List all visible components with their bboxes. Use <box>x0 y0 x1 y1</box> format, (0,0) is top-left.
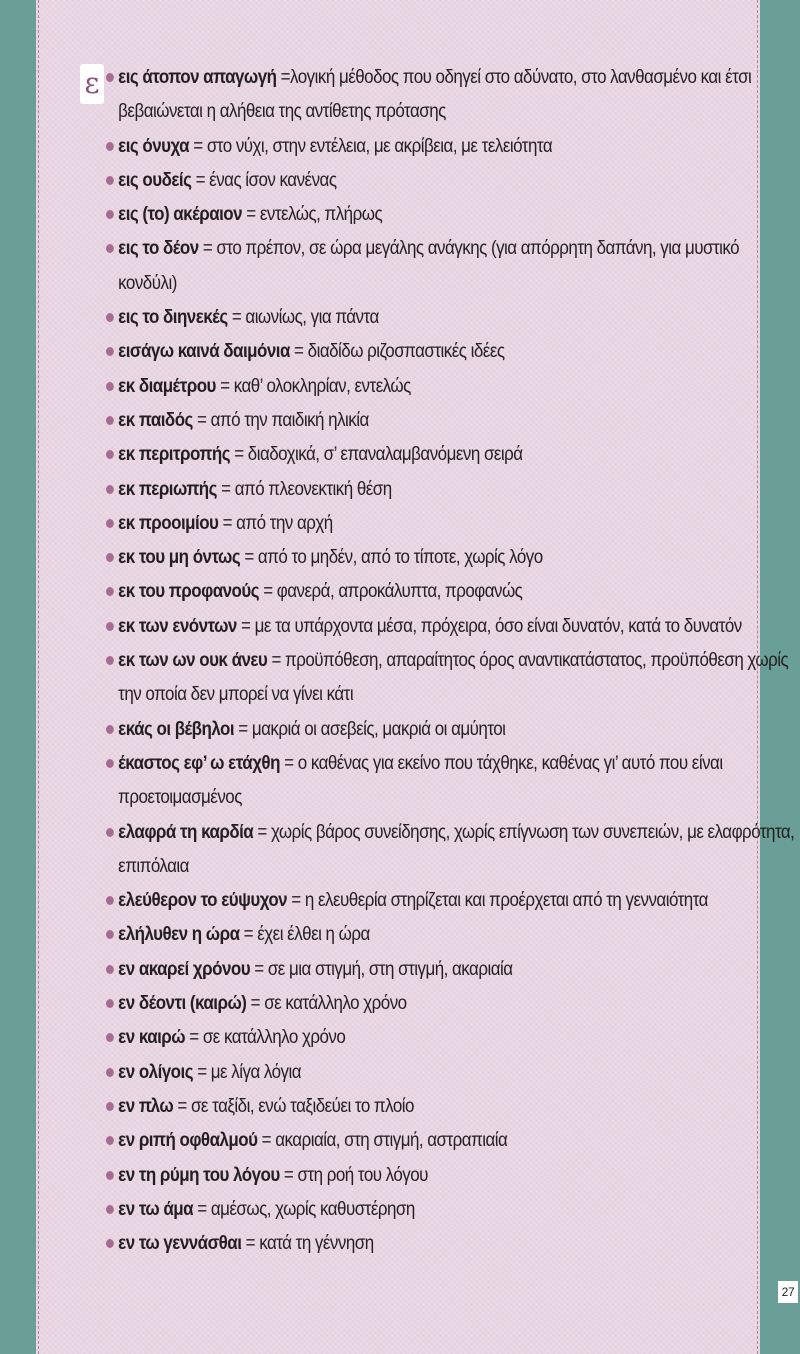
entry-separator: = <box>173 1094 191 1117</box>
entry-term: εκ των ων ουκ άνευ <box>118 649 268 672</box>
entry-separator: = <box>218 511 237 534</box>
entry-definition: μακριά οι ασεβείς, μακριά οι αμύητοι <box>251 717 506 740</box>
entry-definition: από την αρχή <box>236 511 333 534</box>
entry-term: εν πλω <box>118 1094 174 1117</box>
entry-separator: = <box>276 66 291 88</box>
glossary-entry <box>106 746 797 815</box>
entry-definition: αιωνίως, για πάντα <box>245 306 379 329</box>
entry-term: εν τη ρύμη του λόγου <box>118 1163 280 1186</box>
entry-definition: ένας ίσον κανένας <box>209 168 337 191</box>
entry-definition: ακαριαία, στη στιγμή, αστραπιαία <box>275 1129 508 1152</box>
glossary-entry <box>106 643 797 712</box>
entry-definition: στη ροή του λόγου <box>297 1163 428 1186</box>
glossary-entry <box>106 883 797 917</box>
entry-separator: = <box>234 717 252 740</box>
entry-term: ελεύθερον το εύψυχον <box>118 889 288 912</box>
glossary-entry <box>106 300 797 334</box>
entry-definition: κατά τη γέννηση <box>259 1232 374 1255</box>
bullet-icon <box>106 999 114 1008</box>
entry-separator: = <box>250 957 268 980</box>
entry-definition: φανερά, απροκάλυπτα, προφανώς <box>276 580 523 603</box>
glossary-entry <box>106 952 797 986</box>
bullet-icon <box>106 587 114 596</box>
bullet-icon <box>106 1102 114 1111</box>
glossary-entry <box>106 609 797 643</box>
entry-term: εν ριπή οφθαλμού <box>118 1129 258 1152</box>
bullet-icon <box>106 73 114 82</box>
entry-separator: = <box>215 374 234 397</box>
bullet-icon <box>106 965 114 974</box>
glossary-entry <box>106 129 797 163</box>
bullet-icon <box>106 759 114 768</box>
entry-separator: = <box>216 477 235 500</box>
entry-definition: από την παιδική ηλικία <box>210 408 369 431</box>
glossary-entry <box>106 506 797 540</box>
glossary-entry <box>106 540 797 574</box>
entry-separator: = <box>193 1197 211 1220</box>
glossary-entry <box>106 1123 797 1157</box>
entry-separator: = <box>253 820 272 843</box>
bullet-icon <box>106 1068 114 1077</box>
glossary-entry <box>106 472 797 506</box>
page-number: 27 <box>778 1281 798 1303</box>
bullet-icon <box>106 1205 114 1214</box>
entry-separator: = <box>230 443 248 466</box>
entry-term: ελήλυθεν η ώρα <box>118 923 240 946</box>
entry-definition: με λίγα λόγια <box>210 1060 302 1083</box>
entry-term: εκ προοιμίου <box>118 511 219 534</box>
entry-term: εις άτοπον απαγωγή <box>118 66 277 88</box>
entry-definition: σε κατάλληλο χρόνο <box>202 1026 346 1049</box>
glossary-entry <box>106 712 797 746</box>
entry-term: εν ακαρεί χρόνου <box>118 957 251 980</box>
entry-separator: = <box>242 203 260 226</box>
entry-definition: έχει έλθει η ώρα <box>257 923 370 946</box>
bullet-icon <box>106 450 114 459</box>
bullet-icon <box>106 553 114 562</box>
entry-separator: = <box>246 992 265 1015</box>
entry-term: εις το διηνεκές <box>118 306 228 329</box>
glossary-entry <box>106 815 797 884</box>
entry-separator: = <box>257 1129 276 1152</box>
entry-separator: = <box>279 751 298 774</box>
glossary-entry <box>106 1089 797 1123</box>
entry-separator: = <box>287 889 305 912</box>
glossary-entry <box>106 917 797 951</box>
glossary-entry <box>106 574 797 608</box>
bullet-icon <box>106 622 114 631</box>
bullet-icon <box>106 416 114 425</box>
bullet-icon <box>106 142 114 151</box>
glossary-entry <box>106 369 797 403</box>
bullet-icon <box>106 1136 114 1145</box>
entry-separator: = <box>241 1232 260 1255</box>
entry-definition: από το μηδέν, από το τίποτε, χωρίς λόγο <box>257 546 543 569</box>
entry-term: εν ολίγοις <box>118 1060 194 1083</box>
entry-term: εκ περιτροπής <box>118 443 231 466</box>
entry-definition: με τα υπάρχοντα μέσα, πρόχειρα, όσο είναι δυνατόν, κατά το δυνατόν <box>254 614 742 637</box>
entry-term: εν τω γεννάσθαι <box>118 1232 242 1255</box>
entry-separator: = <box>193 1060 211 1083</box>
entry-definition: διαδίδω ριζοσπαστικές ιδέες <box>307 340 505 363</box>
bullet-icon <box>106 382 114 391</box>
entry-term: εκ παιδός <box>118 408 193 431</box>
glossary-entry <box>106 1192 797 1226</box>
entry-definition: στο νύχι, στην εντέλεια, με ακρίβεια, με τελειότητα <box>206 134 553 157</box>
bullet-icon <box>106 656 114 665</box>
entry-definition: σε κατάλληλο χρόνο <box>264 992 407 1015</box>
entry-term: εις ουδείς <box>118 168 192 191</box>
bullet-icon <box>106 930 114 939</box>
entry-term: εν καιρώ <box>118 1026 186 1049</box>
glossary-entry <box>106 986 797 1020</box>
bullet-icon <box>106 176 114 185</box>
entry-separator: = <box>191 168 210 191</box>
entry-separator: = <box>239 923 258 946</box>
glossary-entry <box>106 437 797 471</box>
glossary-entry <box>106 1226 797 1260</box>
entry-separator: = <box>267 649 286 672</box>
entry-definition: αμέσως, χωρίς καθυστέρηση <box>210 1197 415 1220</box>
entry-term: έκαστος εφ’ ω ετάχθη <box>118 751 280 774</box>
bullet-icon <box>106 313 114 322</box>
bullet-icon <box>106 1033 114 1042</box>
section-letter-tab: ε <box>80 64 104 104</box>
entry-term: εκ του προφανούς <box>118 580 260 603</box>
glossary-list <box>106 60 795 1260</box>
entry-term: εις όνυχα <box>118 134 190 157</box>
entry-definition: χωρίς βάρος συνείδησης, χωρίς επίγνωση των συνεπειών, με ελαφρότητα, επιπόλαια <box>118 820 795 877</box>
entry-definition: καθ’ ολοκληρίαν, εντελώς <box>233 374 411 397</box>
entry-term: εις το δέον <box>118 237 199 260</box>
bullet-icon <box>106 828 114 837</box>
glossary-entry <box>106 231 797 300</box>
glossary-entry <box>106 334 797 368</box>
entry-separator: = <box>227 306 246 329</box>
entry-separator: = <box>236 614 255 637</box>
bullet-icon <box>106 210 114 219</box>
entry-term: εν δέοντι (καιρώ) <box>118 992 247 1015</box>
entry-term: εκάς οι βέβηλοι <box>118 717 235 740</box>
entry-separator: = <box>279 1163 298 1186</box>
entry-separator: = <box>185 1026 203 1049</box>
bullet-icon <box>106 896 114 905</box>
bullet-icon <box>106 347 114 356</box>
bullet-icon <box>106 725 114 734</box>
entry-definition: διαδοχικά, σ’ επαναλαμβανόμενη σειρά <box>247 443 523 466</box>
entry-term: εκ του μη όντως <box>118 546 241 569</box>
entry-separator: = <box>198 237 217 260</box>
entry-term: εκ διαμέτρου <box>118 374 216 397</box>
entry-definition: η ελευθερία στηρίζεται και προέρχεται από τη γενναιότητα <box>304 889 708 912</box>
glossary-entry <box>106 197 797 231</box>
glossary-entry <box>106 403 797 437</box>
bullet-icon <box>106 519 114 528</box>
glossary-entry <box>106 163 797 197</box>
bullet-icon <box>106 485 114 494</box>
entry-term: ελαφρά τη καρδία <box>118 820 254 843</box>
bullet-icon <box>106 1239 114 1248</box>
entry-definition: στο πρέπον, σε ώρα μεγάλης ανάγκης (για απόρρητη δαπάνη, για μυστικό κονδύλι) <box>118 237 740 294</box>
entry-definition: λογική μέθοδος που οδηγεί στο αδύνατο, στο λανθασμένο και έτσι βεβαιώνεται η αλήθεια της αντίθετης πρότασης <box>118 66 752 123</box>
glossary-entry <box>106 1055 797 1089</box>
entry-separator: = <box>240 546 258 569</box>
entry-definition: εντελώς, πλήρως <box>259 203 383 226</box>
glossary-entry <box>106 60 797 129</box>
entry-definition: προϋπόθεση, απαραίτητος όρος αναντικατάστατος, προϋπόθεση χωρίς την οποία δεν μπορεί να γίνει κάτι <box>118 649 789 706</box>
entry-definition: από πλεονεκτική θέση <box>234 477 392 500</box>
entry-definition: σε ταξίδι, ενώ ταξιδεύει το πλοίο <box>190 1094 414 1117</box>
entry-term: εκ περιωπής <box>118 477 217 500</box>
entry-definition: σε μια στιγμή, στη στιγμή, ακαριαία <box>267 957 513 980</box>
bullet-icon <box>106 244 114 253</box>
bullet-icon <box>106 1171 114 1180</box>
entry-term: εις (το) ακέραιον <box>118 203 243 226</box>
entry-term: εκ των ενόντων <box>118 614 237 637</box>
glossary-entry <box>106 1158 797 1192</box>
entry-separator: = <box>189 134 207 157</box>
entry-separator: = <box>192 408 211 431</box>
entry-separator: = <box>259 580 277 603</box>
entry-separator: = <box>289 340 308 363</box>
glossary-entry <box>106 1020 797 1054</box>
entry-term: εν τω άμα <box>118 1197 194 1220</box>
entry-definition: ο καθένας για εκείνο που τάχθηκε, καθένας γι’ αυτό που είναι προετοιμασμένος <box>118 751 723 809</box>
entry-term: εισάγω καινά δαιμόνια <box>118 340 290 363</box>
